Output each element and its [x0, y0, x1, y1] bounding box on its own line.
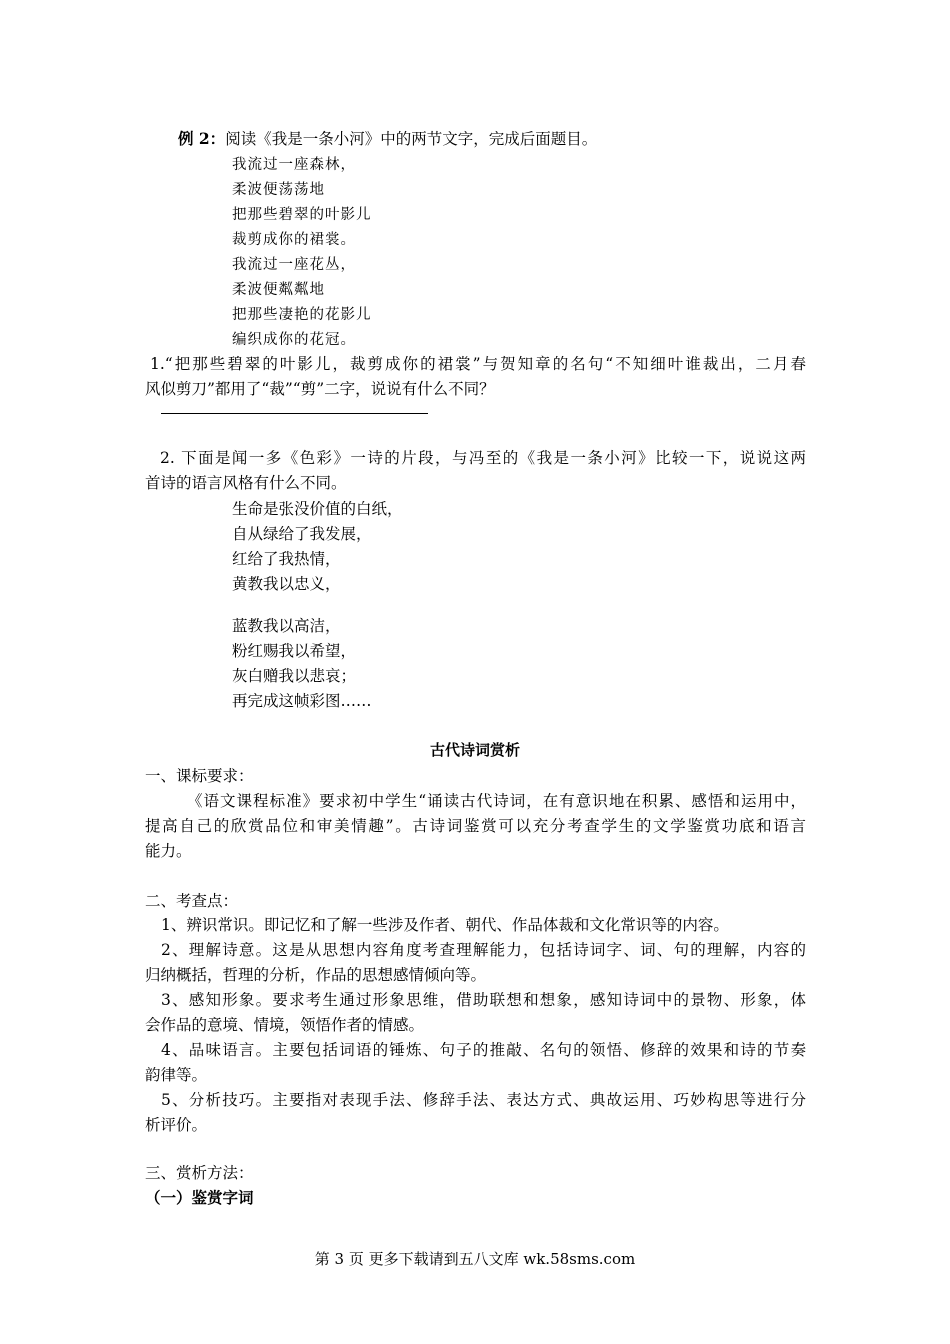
question-2-line-1: 2. 下面是闻一多《色彩》一诗的片段，与冯至的《我是一条小河》比较一下，说说这两: [160, 449, 806, 467]
heading-methods: 三、赏析方法：: [145, 1164, 254, 1182]
poem2-line: 生命是张没价值的白纸，: [232, 500, 403, 518]
poem-line: 把那些碧翠的叶影儿: [232, 207, 372, 223]
example-label: 例 2：: [178, 129, 226, 148]
paragraph-line: 《语文课程标准》要求初中学生“诵读古代诗词，在有意识地在积累、感悟和运用中，: [187, 792, 806, 810]
paragraph-line: 提高自己的欣赏品位和审美情趣”。古诗词鉴赏可以充分考查学生的文学鉴赏功底和语言: [145, 817, 806, 835]
question-2-line-2: 首诗的语言风格有什么不同。: [145, 474, 347, 492]
example-heading: [178, 127, 597, 151]
paragraph-line: 能力。: [145, 842, 192, 860]
heading-exam-points: 二、考查点：: [145, 892, 239, 910]
poem2-line: 再完成这帧彩图……: [232, 692, 372, 710]
point-line: 会作品的意境、情境，领悟作者的情感。: [145, 1016, 425, 1034]
point-line: 韵律等。: [145, 1066, 208, 1084]
poem-line: 柔波便粼粼地: [232, 282, 325, 298]
question-1-line-2: 风似剪刀”都用了“裁”“剪”二字，说说有什么不同？: [145, 380, 495, 398]
poem2-line: 黄教我以忠义，: [232, 575, 341, 593]
poem2-line: 蓝教我以高洁，: [232, 617, 341, 635]
point-line: 5、分析技巧。主要指对表现手法、修辞手法、表达方式、典故运用、巧妙构思等进行分: [161, 1091, 806, 1109]
heading-curriculum: 一、课标要求：: [145, 767, 254, 785]
poem2-line: 红给了我热情，: [232, 550, 341, 568]
poem-line: 把那些凄艳的花影儿: [232, 307, 372, 323]
poem2-line: 自从绿给了我发展，: [232, 525, 372, 543]
page-footer: 第 3 页 更多下载请到五八文库 wk.58sms.com: [314, 1250, 636, 1268]
point-line: 1、辨识常识。即记忆和了解一些涉及作者、朝代、作品体裁和文化常识等的内容。: [161, 916, 729, 934]
poem-line: 柔波便荡荡地: [232, 182, 325, 198]
poem-line: 编织成你的花冠。: [232, 332, 356, 348]
example-intro: 阅读《我是一条小河》中的两节文字，完成后面题目。: [225, 130, 598, 148]
poem-line: 裁剪成你的裙裳。: [232, 232, 356, 248]
point-line: 3、感知形象。要求考生通过形象思维，借助联想和想象，感知诗词中的景物、形象，体: [161, 991, 806, 1009]
point-line: 4、品味语言。主要包括词语的锤炼、句子的推敲、名句的领悟、修辞的效果和诗的节奏: [161, 1041, 806, 1059]
point-line: 析评价。: [145, 1116, 208, 1134]
question-1-line-1: 1.“把那些碧翠的叶影儿，裁剪成你的裙裳”与贺知章的名句“不知细叶谁裁出，二月春: [150, 355, 806, 373]
section-title: 古代诗词赏析: [429, 741, 520, 759]
point-line: 归纳概括，哲理的分析，作品的思想感情倾向等。: [145, 966, 487, 984]
point-line: 2、理解诗意。这是从思想内容角度考查理解能力，包括诗词字、词、句的理解，内容的: [161, 941, 806, 959]
subheading-word-appreciation: （一）鉴赏字词: [145, 1188, 254, 1207]
poem-line: 我流过一座森林，: [232, 157, 356, 173]
answer-line: [161, 413, 428, 414]
poem2-line: 粉红赐我以希望，: [232, 642, 357, 660]
poem2-line: 灰白赠我以悲哀；: [232, 667, 357, 685]
poem-line: 我流过一座花丛，: [232, 257, 356, 273]
